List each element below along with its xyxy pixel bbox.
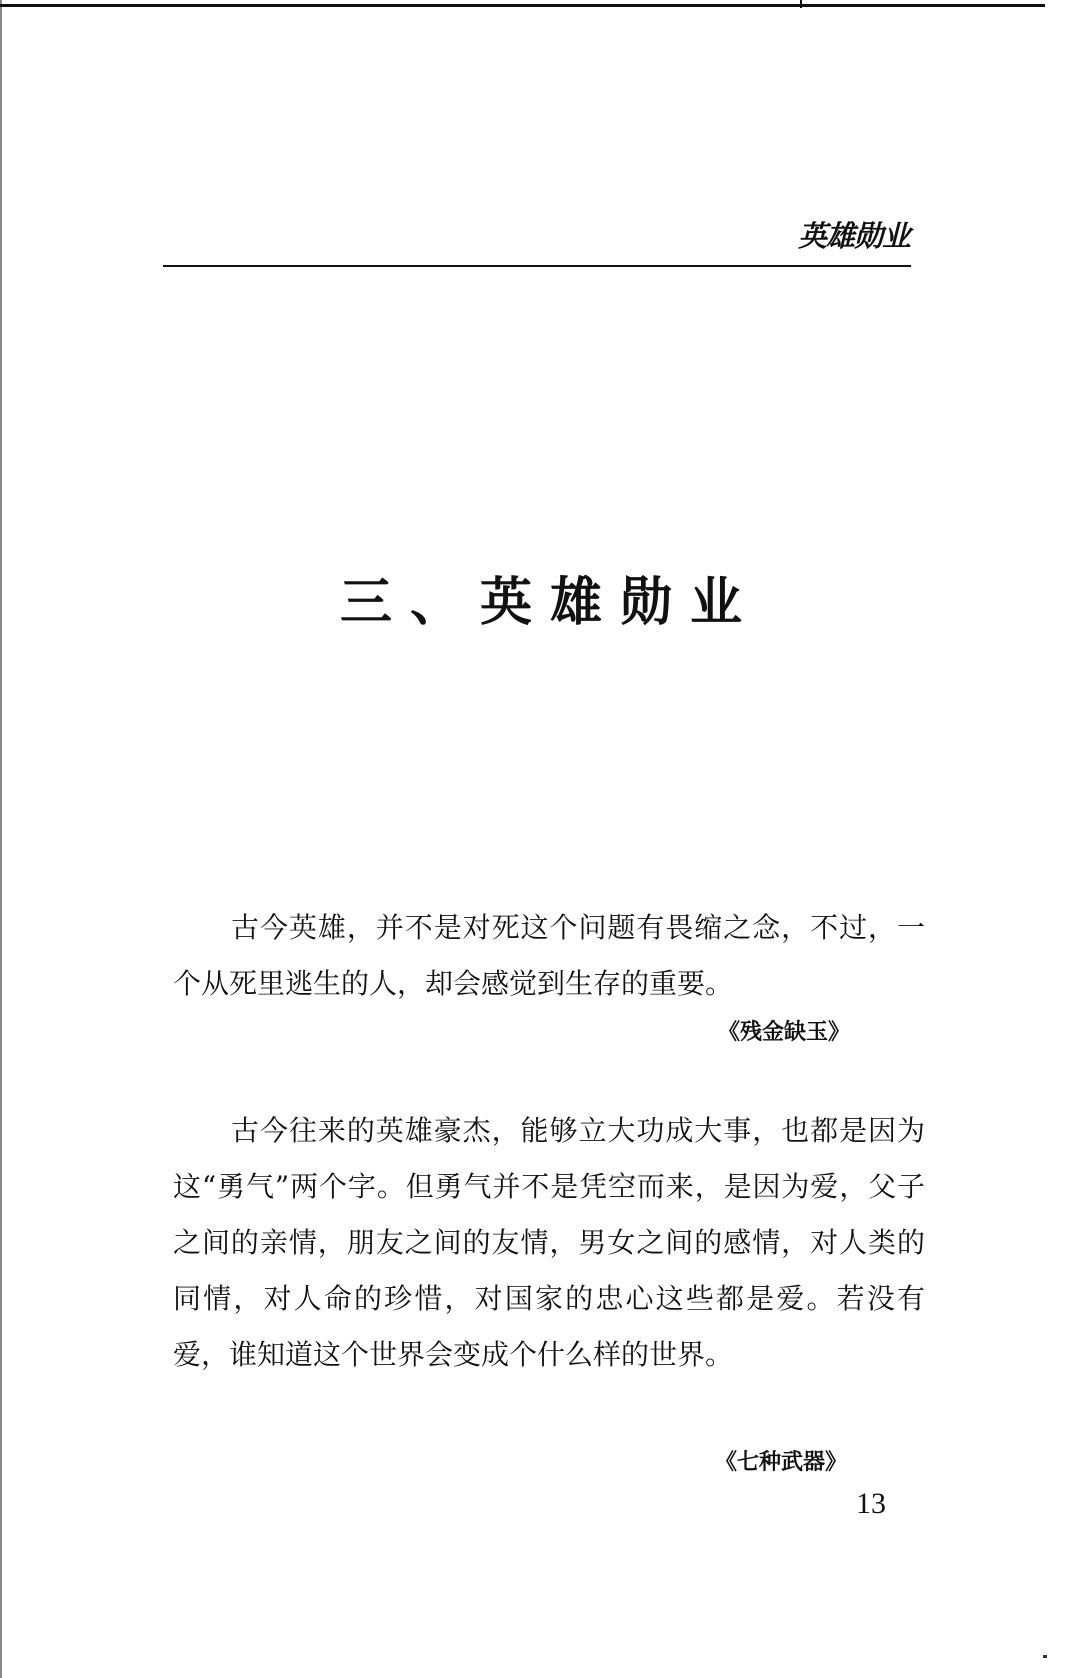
scan-top-border (0, 4, 1045, 7)
scan-speck (1043, 1655, 1047, 1658)
passage-text: 古今往来的英雄豪杰，能够立大功成大事，也都是因为这“勇气”两个字。但勇气并不是凭空而来，是因为爱，父子之间的亲情，朋友之间的友情，男女之间的感情，对人类的同情，对人命的珍惜，对国家的忠心这些都是爱。若没有爱，谁知道这个世界会变成个什么样的世界。 (173, 1114, 925, 1371)
chapter-title: 三、英雄勋业 (340, 572, 761, 633)
running-head: 英雄勋业 (797, 219, 910, 253)
passage-source: 《七种武器》 (715, 1449, 848, 1475)
page-number: 13 (856, 1487, 886, 1520)
passage-text: 古今英雄，并不是对死这个问题有畏缩之念，不过，一个从死里逃生的人，却会感觉到生存的重要。 (173, 911, 925, 1000)
scan-top-notch (800, 0, 802, 8)
page-left-edge (0, 0, 2, 1678)
header-rule (163, 265, 911, 267)
passage-source: 《残金缺玉》 (718, 1019, 851, 1045)
